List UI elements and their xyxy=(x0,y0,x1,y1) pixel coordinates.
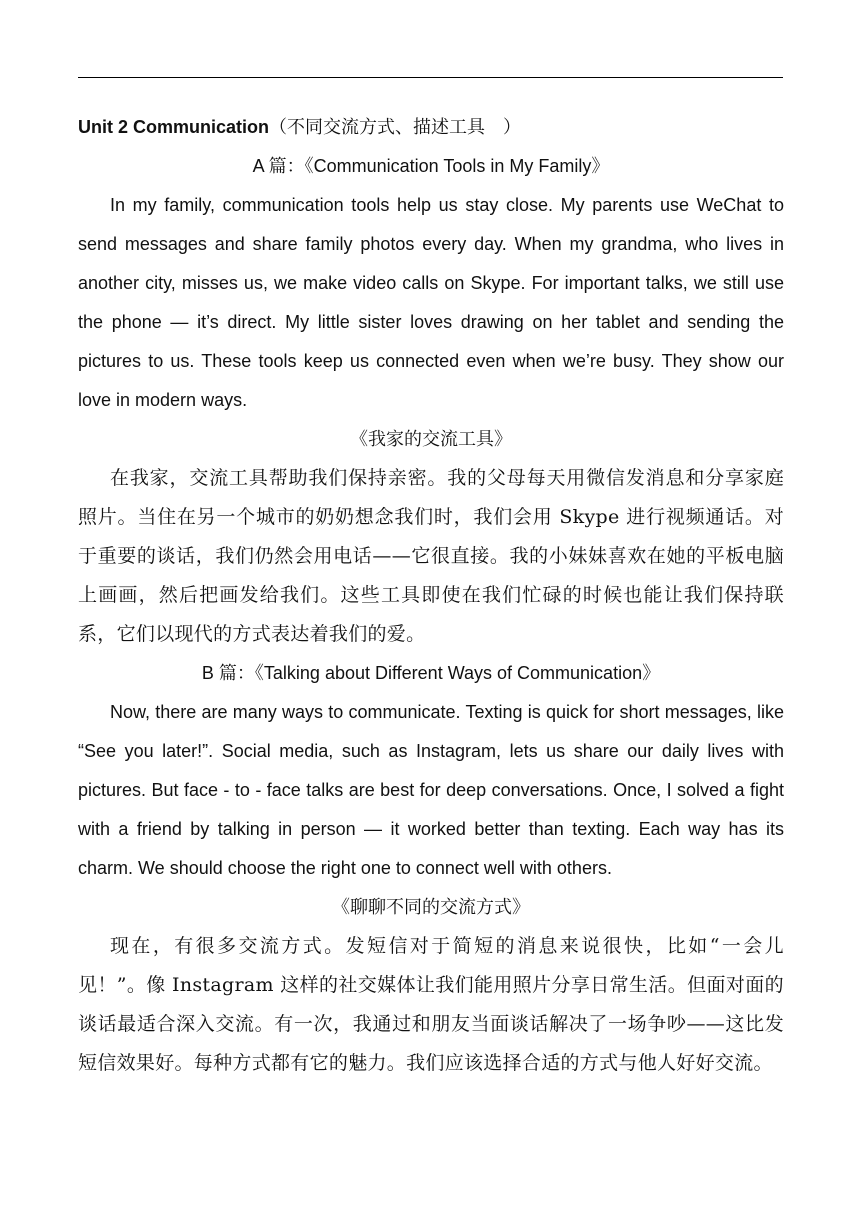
unit-subtitle: （不同交流方式、描述工具 ） xyxy=(269,117,522,138)
document-content xyxy=(78,108,784,1083)
section-a-english-paragraph: In my family, communication tools help us stay close. My parents use WeChat to send messages and share family photos every day. When my grandma, who lives in another city, misses us, we make video calls on Skype. For important talks, we still use the phone — it’s direct. My little sister loves drawing on her tablet and sending the pictures to us. These tools keep us connected even when we’re busy. They show our love in modern ways. xyxy=(78,195,784,410)
section-b-chinese-title: 《聊聊不同的交流方式》 xyxy=(332,897,530,918)
section-b-english-paragraph: Now, there are many ways to communicate. Texting is quick for short messages, like “See you later!”. Social media, such as Instagram, lets us share our daily lives with pictures. But face - to - face talks are best for deep conversations. Once, I solved a fight with a friend by talking in person — it worked better than texting. Each way has its charm. We should choose the right one to connect well with others. xyxy=(78,702,784,878)
header-rule xyxy=(78,77,783,78)
section-b-chinese-paragraph: 现在，有很多交流方式。发短信对于简短的消息来说很快，比如“一会儿见！”。像 Instagram 这样的社交媒体让我们能用照片分享日常生活。但面对面的谈话最适合深入交流。有一次，我通过和朋友当面谈话解决了一场争吵——这比发短信效果好。每种方式都有它的魅力。我们应该选择合适的方式与他人好好交流。 xyxy=(78,935,784,1074)
section-a-chinese-title: 《我家的交流工具》 xyxy=(350,429,512,450)
section-a-heading: A 篇：《Communication Tools in My Family》 xyxy=(252,156,610,176)
section-b-heading: B 篇：《Talking about Different Ways of Communication》 xyxy=(201,663,661,683)
section-a-chinese-paragraph: 在我家，交流工具帮助我们保持亲密。我的父母每天用微信发消息和分享家庭照片。当住在另一个城市的奶奶想念我们时，我们会用 Skype 进行视频通话。对于重要的谈话，我们仍然会用电话——它很直接。我的小妹妹喜欢在她的平板电脑上画画，然后把画发给我们。这些工具即使在我们忙碌的时候也能让我们保持联系，它们以现代的方式表达着我们的爱。 xyxy=(78,467,784,645)
unit-title: Unit 2 Communication xyxy=(78,117,270,137)
unit-title-line xyxy=(78,108,784,147)
